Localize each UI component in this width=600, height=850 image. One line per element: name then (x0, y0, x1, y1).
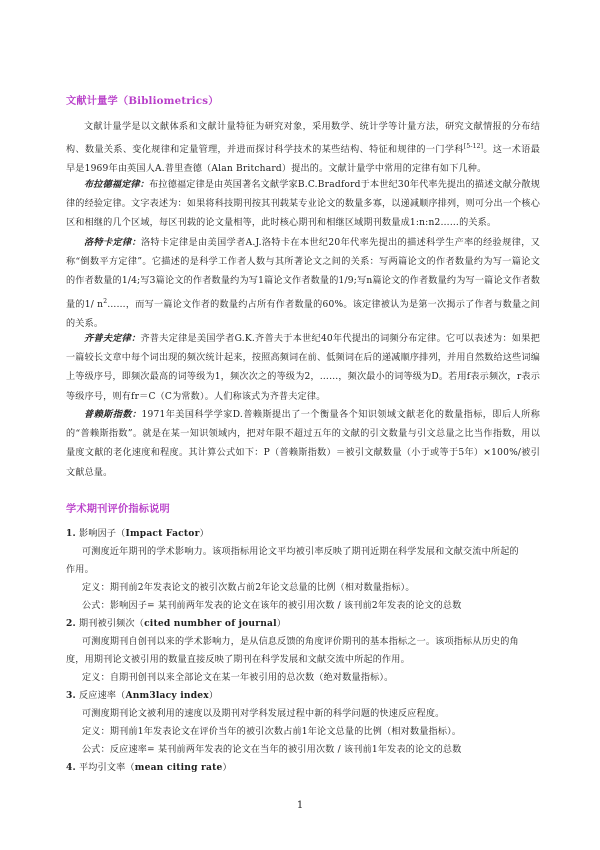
metric-description: 可测度期刊论文被利用的速度以及期刊对学科发展过程中新的科学问题的快速反应程度。 (82, 709, 445, 719)
law-zipf: 齐普夫定律：齐普夫定律是美国学者G.K.齐普夫于本世纪40年代提出的词频分布定律。它可以表述为：如果把一篇较长文章中每个词出现的频次统计起来，按照高频词在前、低频词在后的递减顺序排列，并用自然数给这些词编上等级序号，即频次最高的词等级为1，频次次之的等级为2，……，频次最小的词等级为D。若用f表示频次，r表示等级序号，则有fr＝C（C为常数）。人们称该式为齐普夫定律。 (66, 333, 540, 402)
metric-description: 可测度期刊自创刊以来的学术影响力，是从信息反馈的角度评价期刊的基本指标之一。该项指标从历史的角 (82, 637, 519, 647)
metric-heading-mean-citing-rate: 4. 平均引文率（mean citing rate） (66, 762, 232, 773)
metric-formula: 公式：反应速率= 某刊前两年发表的论文在当年的被引用次数 / 该刊前1年发表的论文的总数 (82, 745, 462, 755)
metric-definition: 定义：期刊前1年发表论文在评价当年的被引次数占前1年论文总量的比例（相对数量指标）。 (82, 727, 462, 737)
law-bradford: 布拉德福定律：布拉德福定律是由英国著名文献学家B.C.Bradford于本世纪30年代率先提出的描述文献分散规律的经验定律。文字表述为：如果将科技期刊按其刊载某专业论文的数量多寡，以递减顺序排列，则可分出一个核心区和相继的几个区域，每区刊载的论文量相等，此时核心期刊和相继区域期刊数量成1:n:n2……的关系。 (66, 179, 540, 229)
metric-description-cont: 度，用期刊论文被引用的数量直接反映了期刊在科学发展和文献交流中所起的作用。 (66, 655, 410, 665)
metric-description: 可测度近年期刊的学术影响力。该项指标用论文平均被引率反映了期刊近期在科学发展和文献交流中所起的 (82, 547, 519, 557)
metric-definition: 定义：自期刊创刊以来全部论文在某一年被引用的总次数（绝对数量指标）。 (82, 673, 394, 683)
law-term: 普赖斯指数： (84, 409, 142, 420)
citation-ref: [5-12] (463, 143, 484, 151)
section-title-bibliometrics: 文献计量学（Bibliometrics） (66, 95, 219, 107)
metric-heading-response-rate: 3. 反应速率（Anm3lacy index） (66, 690, 219, 701)
law-term: 齐普夫定律： (84, 333, 141, 344)
metric-heading-impact-factor: 1. 影响因子（Impact Factor） (66, 528, 209, 539)
law-lotka: 洛特卡定律：洛特卡定律是由美国学者A.J.洛特卡在本世纪20年代率先提出的描述科学生产率的经验规律，又称“倒数平方定律”。它描述的是科学工作者人数与其所著论文之间的关系：写两篇论文的作者数量约为写一篇论文的作者数量的1/4;写3篇论文的作者数量约为写1篇论文作者数量的1/9;写n篇论文的作者数量约为写一篇论文作者数量的1/ $n^2\dots\dots$，而写一篇论文作者的数量约占所有作者数量的60%。该定律被认为是第一次揭示了作者与数量之间的关系。 (66, 237, 540, 329)
law-term: 洛特卡定律： (84, 237, 142, 248)
page-number: 1 (296, 800, 304, 811)
metric-description-cont: 作用。 (66, 565, 94, 575)
law-term: 布拉德福定律： (84, 179, 150, 190)
intro-paragraph: 文献计量学是以文献体系和文献计量特征为研究对象，采用数学、统计学等计量方法，研究文献情报的分布结构、数量关系、变化规律和定量管理，并进而探讨科学技术的某些结构、特征和规律的一门学科[5-12]。这一术语最早是1969年由英国人A.普里查德（Alan Britchard）提出的。文献计量学中常用的定律有如下几种。 (66, 122, 540, 175)
metric-definition: 定义：期刊前2年发表论文的被引次数占前2年论文总量的比例（相对数量指标）。 (82, 583, 415, 593)
section-title-journal-metrics: 学术期刊评价指标说明 (66, 503, 170, 515)
law-price-index: 普赖斯指数：1971年美国科学学家D.普赖斯提出了一个衡量各个知识领域文献老化的数量指标，即后人所称的“普赖斯指数”。就是在某一知识领域内，把对年限不超过五年的文献的引文数量与引文总量之比当作指数，用以量度文献的老化速度和程度。其计算公式如下：P（普赖斯指数）＝被引文献数量（小于或等于5年）×100%/被引文献总量。 (66, 409, 540, 478)
metric-formula: 公式：影响因子= 某刊前两年发表的论文在该年的被引用次数 / 该刊前2年发表的论文的总数 (82, 601, 462, 611)
metric-heading-cited-number: 2. 期刊被引频次（cited numbher of journal） (66, 618, 287, 629)
